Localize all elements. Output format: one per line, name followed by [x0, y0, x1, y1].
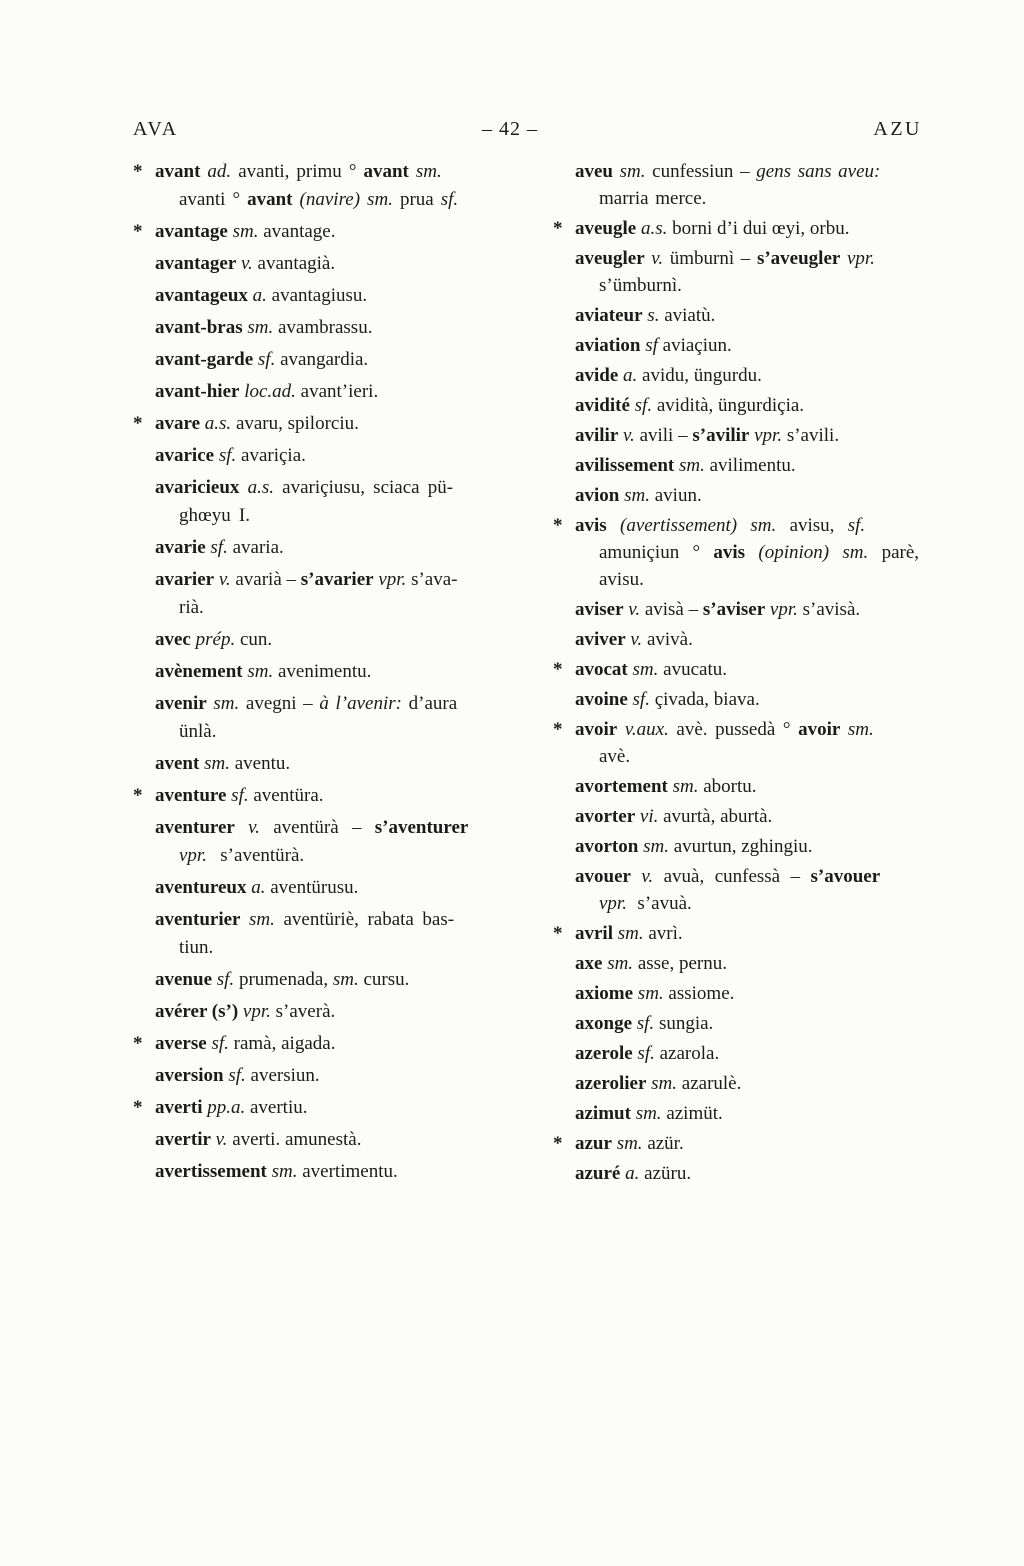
- translation-text: avuà, cunfessà –: [653, 866, 811, 887]
- translation-text: tiun.: [179, 937, 214, 958]
- translation-text: cunfessiun –: [645, 161, 757, 182]
- translation-text: borni d’i dui œyi, orbu.: [667, 218, 850, 239]
- translation-text: avegni –: [239, 693, 320, 714]
- grammar-label: sm.: [199, 753, 230, 774]
- entry-star-marker: *: [133, 1033, 143, 1054]
- dictionary-entry: [133, 1126, 525, 1154]
- headword: s’avouer: [810, 866, 881, 887]
- dictionary-entry: [553, 302, 945, 329]
- headword: avilissement: [575, 455, 675, 476]
- headword: avant: [363, 161, 409, 182]
- headword: avocat: [575, 659, 628, 680]
- dictionary-entry: [133, 1030, 525, 1058]
- headword: avant-hier: [155, 381, 240, 402]
- translation-text: azimüt.: [661, 1103, 723, 1124]
- entry-star-marker: *: [553, 218, 563, 239]
- translation-text: aventu.: [229, 753, 291, 774]
- dictionary-entry: [133, 750, 525, 778]
- dictionary-entry: [133, 814, 525, 870]
- dictionary-entry: [553, 1130, 945, 1157]
- grammar-label: v.aux.: [617, 719, 669, 740]
- headword: avènement: [155, 661, 243, 682]
- translation-text: avantage.: [258, 221, 336, 242]
- dictionary-entry: [133, 314, 525, 342]
- headword: avortement: [575, 776, 668, 797]
- grammar-label: v.: [644, 248, 664, 269]
- translation-text: avant’ieri.: [295, 381, 379, 402]
- translation-text: avertimentu.: [297, 1161, 398, 1182]
- translation-text: parè,: [868, 542, 920, 563]
- headword: s’avarier: [300, 569, 374, 590]
- translation-text: aventürusu.: [265, 877, 359, 898]
- dictionary-entry: [553, 452, 945, 479]
- translation-text: avertiu.: [245, 1097, 308, 1118]
- headword: aveu: [575, 161, 613, 182]
- headword: s’aveugler: [756, 248, 841, 269]
- translation-text: aviun.: [649, 485, 702, 506]
- headword: avoine: [575, 689, 628, 710]
- dictionary-entry: [133, 442, 525, 470]
- translation-text: aviaçiun.: [657, 335, 732, 356]
- headword: aviateur: [575, 305, 643, 326]
- grammar-label: sm.: [627, 659, 659, 680]
- headword: averse: [155, 1033, 207, 1054]
- dictionary-entry: [553, 392, 945, 419]
- headword: avare: [155, 413, 201, 434]
- text-columns: [133, 158, 945, 1190]
- dictionary-entry: [553, 362, 945, 389]
- grammar-label: sm.: [266, 1161, 298, 1182]
- headword: avent: [155, 753, 200, 774]
- translation-text: assiome.: [663, 983, 735, 1004]
- grammar-label: pp.a.: [202, 1097, 246, 1118]
- translation-text: avrì.: [643, 923, 683, 944]
- headword: avion: [575, 485, 620, 506]
- translation-text: avisu.: [599, 569, 644, 590]
- translation-text: cursu.: [358, 969, 410, 990]
- headword: avarice: [155, 445, 215, 466]
- dictionary-entry: [553, 512, 945, 593]
- translation-text: avucatu.: [658, 659, 727, 680]
- dictionary-entry: [553, 245, 945, 299]
- dictionary-entry: [553, 596, 945, 623]
- grammar-label: (navire) sm.: [292, 189, 393, 210]
- entry-star-marker: *: [133, 161, 143, 182]
- grammar-label: sm.: [242, 317, 274, 338]
- dictionary-entry: [133, 410, 525, 438]
- dictionary-entry: [553, 626, 945, 653]
- dictionary-entry: [553, 1010, 945, 1037]
- headword: s’aventurer: [374, 817, 469, 838]
- entry-star-marker: *: [133, 221, 143, 242]
- entry-star-marker: *: [553, 515, 563, 536]
- grammar-label: sf.: [212, 969, 235, 990]
- translation-text: avarià –: [230, 569, 301, 590]
- grammar-label: vpr.: [599, 893, 627, 914]
- grammar-label: sm.: [674, 455, 705, 476]
- headword: avenir: [155, 693, 207, 714]
- translation-text: avantagiusu.: [266, 285, 368, 306]
- translation-text: avariçiusu, sciaca pü-: [274, 477, 454, 498]
- grammar-label: sm.: [633, 983, 664, 1004]
- headword: avertissement: [155, 1161, 267, 1182]
- headword: azerolier: [575, 1073, 647, 1094]
- grammar-label: sf.: [226, 785, 249, 806]
- entry-star-marker: *: [553, 923, 563, 944]
- translation-text: ghœyu I.: [179, 505, 250, 526]
- dictionary-entry: [553, 332, 945, 359]
- translation-text: avurtun, zghingiu.: [668, 836, 813, 857]
- grammar-label: a.s.: [200, 413, 232, 434]
- grammar-label: (opinion) sm.: [745, 542, 869, 563]
- dictionary-entry: [553, 920, 945, 947]
- grammar-label: (avertissement) sm.: [606, 515, 777, 536]
- grammar-label: sm.: [227, 221, 259, 242]
- dictionary-entry: [553, 1040, 945, 1067]
- grammar-label: v.: [618, 425, 635, 446]
- grammar-label: v.: [625, 629, 643, 650]
- grammar-label: vpr.: [749, 425, 783, 446]
- dictionary-entry: [133, 966, 525, 994]
- grammar-label: a.: [618, 365, 638, 386]
- grammar-label: sm.: [602, 953, 634, 974]
- grammar-label: sm.: [630, 1103, 662, 1124]
- grammar-label: vpr.: [238, 1001, 271, 1022]
- grammar-label: sm.: [332, 969, 359, 990]
- translation-text: aventüra.: [248, 785, 324, 806]
- headword: avidité: [575, 395, 630, 416]
- dictionary-entry: [553, 1160, 945, 1187]
- page-number: – 42 –: [482, 118, 538, 140]
- dictionary-entry: [133, 1158, 525, 1186]
- grammar-label: vpr.: [765, 599, 798, 620]
- translation-text: avidu, üngurdu.: [637, 365, 762, 386]
- grammar-label: sf.: [206, 1033, 229, 1054]
- grammar-label: sm.: [611, 1133, 643, 1154]
- headword: avorton: [575, 836, 639, 857]
- headword: aventure: [155, 785, 227, 806]
- headword: avérer (s’): [155, 1001, 239, 1022]
- grammar-label: v.: [234, 817, 260, 838]
- dictionary-entry: [133, 1062, 525, 1090]
- grammar-label: sf.: [253, 349, 276, 370]
- dictionary-entry: [553, 980, 945, 1007]
- dictionary-entry: [133, 534, 525, 562]
- grammar-label: vpr.: [373, 569, 407, 590]
- grammar-label: sm.: [206, 693, 240, 714]
- headword: s’aviser: [702, 599, 766, 620]
- grammar-label: sf.: [223, 1065, 246, 1086]
- headword: avarie: [155, 537, 206, 558]
- entry-star-marker: *: [553, 659, 563, 680]
- dictionary-entry: [133, 626, 525, 654]
- entry-star-marker: *: [553, 1133, 563, 1154]
- headword: avertir: [155, 1129, 211, 1150]
- dictionary-entry: [133, 998, 525, 1026]
- translation-text: s’avuà.: [626, 893, 692, 914]
- headword: avide: [575, 365, 619, 386]
- translation-text: aventüriè, rabata bas-: [274, 909, 455, 930]
- grammar-label: sm.: [242, 661, 274, 682]
- headword: azerole: [575, 1043, 633, 1064]
- grammar-label: sm.: [638, 836, 669, 857]
- translation-text: avantagià.: [252, 253, 336, 274]
- translation-text: azüru.: [639, 1163, 692, 1184]
- translation-text: çivada, biava.: [649, 689, 760, 710]
- translation-text: avè.: [599, 746, 631, 767]
- translation-text: avivà.: [642, 629, 693, 650]
- headword: avantageux: [155, 285, 248, 306]
- headword: avaricieux: [155, 477, 240, 498]
- dictionary-entry: [553, 686, 945, 713]
- grammar-label: v.: [630, 866, 654, 887]
- dictionary-entry: [133, 690, 525, 746]
- translation-text: avaria.: [227, 537, 284, 558]
- headword: avec: [155, 629, 191, 650]
- dictionary-entry: [553, 803, 945, 830]
- headword: avant: [247, 189, 293, 210]
- headword: avant-bras: [155, 317, 243, 338]
- dictionary-entry: [133, 218, 525, 246]
- translation-text: rià.: [179, 597, 204, 618]
- translation-text: s’ümburnì.: [599, 275, 682, 296]
- grammar-label: vpr.: [840, 248, 875, 269]
- dictionary-entry: [553, 863, 945, 917]
- translation-text: avaru, spilorciu.: [231, 413, 359, 434]
- headword: avouer: [575, 866, 631, 887]
- headword: avant-garde: [155, 349, 254, 370]
- dictionary-entry: [133, 566, 525, 622]
- grammar-label: vi.: [635, 806, 659, 827]
- dictionary-entry: [553, 716, 945, 770]
- headword: avarier: [155, 569, 215, 590]
- translation-text: sungia.: [654, 1013, 714, 1034]
- headword: axonge: [575, 1013, 632, 1034]
- headword: avis: [575, 515, 607, 536]
- translation-text: s’avisà.: [797, 599, 861, 620]
- translation-text: prua: [392, 189, 441, 210]
- grammar-label: sf.: [632, 1013, 655, 1034]
- translation-text: ramà, aigada.: [228, 1033, 336, 1054]
- grammar-label: sf.: [632, 1043, 655, 1064]
- translation-text: aversiun.: [245, 1065, 320, 1086]
- dictionary-entry: [133, 658, 525, 686]
- headword: avantage: [155, 221, 228, 242]
- grammar-label: s.: [642, 305, 660, 326]
- dictionary-entry: [133, 782, 525, 810]
- grammar-label: vpr.: [179, 845, 207, 866]
- dictionary-entry: [133, 874, 525, 902]
- headword: s’avilir: [692, 425, 750, 446]
- headword: aviation: [575, 335, 641, 356]
- dictionary-entry: [133, 906, 525, 962]
- headword: axiome: [575, 983, 634, 1004]
- translation-text: s’aventürà.: [206, 845, 305, 866]
- translation-text: marria merce.: [599, 188, 707, 209]
- translation-text: ümburnì –: [663, 248, 757, 269]
- translation-text: avisà –: [640, 599, 703, 620]
- translation-text: prumenada,: [234, 969, 333, 990]
- grammar-label: sf.: [214, 445, 237, 466]
- headword: aventurier: [155, 909, 241, 930]
- grammar-label: a.: [246, 877, 266, 898]
- headword: aversion: [155, 1065, 224, 1086]
- dictionary-entry: [133, 282, 525, 310]
- translation-text: cun.: [235, 629, 273, 650]
- entry-star-marker: *: [133, 785, 143, 806]
- grammar-label: prép.: [190, 629, 236, 650]
- translation-text: avangardia.: [275, 349, 369, 370]
- entry-star-marker: *: [133, 413, 143, 434]
- translation-text: avè. pussedà °: [668, 719, 799, 740]
- translation-text: abortu.: [698, 776, 757, 797]
- translation-text: azarola.: [654, 1043, 720, 1064]
- translation-text: avariçia.: [236, 445, 306, 466]
- translation-text: s’averà.: [270, 1001, 336, 1022]
- headword: azimut: [575, 1103, 631, 1124]
- translation-text: s’avili.: [782, 425, 840, 446]
- headword: avoir: [575, 719, 618, 740]
- headword: aveugler: [575, 248, 645, 269]
- translation-text: azarulè.: [677, 1073, 742, 1094]
- dictionary-entry: [133, 346, 525, 374]
- header-guide-word-left: AVA: [133, 118, 179, 140]
- headword: averti: [155, 1097, 203, 1118]
- dictionary-entry: [553, 482, 945, 509]
- page-header: [133, 118, 922, 146]
- grammar-label: a.: [247, 285, 267, 306]
- column-left: [133, 158, 525, 1190]
- grammar-label: sm.: [240, 909, 275, 930]
- dictionary-entry: [553, 833, 945, 860]
- translation-text: averti. amunestà.: [227, 1129, 362, 1150]
- headword: aventureux: [155, 877, 247, 898]
- dictionary-entry: [553, 1070, 945, 1097]
- translation-text: avenimentu.: [273, 661, 372, 682]
- grammar-label: sf.: [629, 395, 653, 416]
- grammar-label: a.: [620, 1163, 640, 1184]
- dictionary-entry: [553, 215, 945, 242]
- dictionary-entry: [133, 158, 525, 214]
- headword: avenue: [155, 969, 212, 990]
- translation-text: avurtà, aburtà.: [658, 806, 773, 827]
- translation-text: avili –: [634, 425, 693, 446]
- grammar-label: sf.: [627, 689, 650, 710]
- grammar-label: a.s.: [636, 218, 668, 239]
- grammar-label: loc.ad.: [239, 381, 296, 402]
- dictionary-entry: [133, 250, 525, 278]
- translation-text: avanti, primu °: [231, 161, 364, 182]
- headword: axe: [575, 953, 603, 974]
- grammar-label: sm.: [613, 161, 646, 182]
- grammar-label: sf: [640, 335, 658, 356]
- dictionary-entry: [133, 1094, 525, 1122]
- translation-text: amuniçiun °: [599, 542, 714, 563]
- headword: avilir: [575, 425, 619, 446]
- grammar-label: sm.: [840, 719, 874, 740]
- grammar-label: sm.: [613, 923, 644, 944]
- translation-text: avambrassu.: [273, 317, 373, 338]
- grammar-label: ad.: [200, 161, 232, 182]
- grammar-label: v.: [214, 569, 231, 590]
- translation-text: s’ava-: [406, 569, 458, 590]
- entry-star-marker: *: [553, 719, 563, 740]
- headword: aveugle: [575, 218, 637, 239]
- translation-text: ünlà.: [179, 721, 217, 742]
- grammar-label: à l’avenir:: [319, 693, 402, 714]
- dictionary-entry: [553, 656, 945, 683]
- dictionary-entry: [553, 1100, 945, 1127]
- grammar-label: sf.: [205, 537, 228, 558]
- translation-text: aviatù.: [659, 305, 716, 326]
- translation-text: avilimentu.: [704, 455, 796, 476]
- grammar-label: v.: [210, 1129, 228, 1150]
- grammar-label: a.s.: [239, 477, 275, 498]
- grammar-label: gens sans aveu:: [756, 161, 881, 182]
- grammar-label: sf.: [847, 515, 866, 536]
- translation-text: asse, pernu.: [633, 953, 727, 974]
- entry-star-marker: *: [133, 1097, 143, 1118]
- headword: avant: [155, 161, 201, 182]
- headword: avorter: [575, 806, 636, 827]
- grammar-label: sm.: [646, 1073, 678, 1094]
- dictionary-entry: [553, 773, 945, 800]
- headword: aventurer: [155, 817, 235, 838]
- grammar-label: sm.: [408, 161, 442, 182]
- dictionary-entry: [553, 158, 945, 212]
- dictionary-entry: [133, 474, 525, 530]
- grammar-label: sm.: [667, 776, 699, 797]
- headword: avril: [575, 923, 613, 944]
- translation-text: d’aura: [401, 693, 458, 714]
- column-right: [553, 158, 945, 1190]
- headword: avoir: [798, 719, 841, 740]
- grammar-label: sf.: [440, 189, 459, 210]
- translation-text: avanti °: [179, 189, 248, 210]
- headword: avis: [713, 542, 746, 563]
- headword: aviser: [575, 599, 624, 620]
- headword: azuré: [575, 1163, 621, 1184]
- grammar-label: sm.: [619, 485, 650, 506]
- grammar-label: v.: [236, 253, 253, 274]
- headword: azur: [575, 1133, 612, 1154]
- translation-text: avisu,: [776, 515, 848, 536]
- headword: aviver: [575, 629, 626, 650]
- headword: avantager: [155, 253, 237, 274]
- grammar-label: v.: [623, 599, 641, 620]
- translation-text: avidità, üngurdiçia.: [652, 395, 805, 416]
- dictionary-entry: [553, 950, 945, 977]
- header-guide-word-right: AZU: [873, 118, 922, 140]
- translation-text: azür.: [642, 1133, 684, 1154]
- dictionary-entry: [133, 378, 525, 406]
- dictionary-entry: [553, 422, 945, 449]
- translation-text: aventürà –: [259, 817, 375, 838]
